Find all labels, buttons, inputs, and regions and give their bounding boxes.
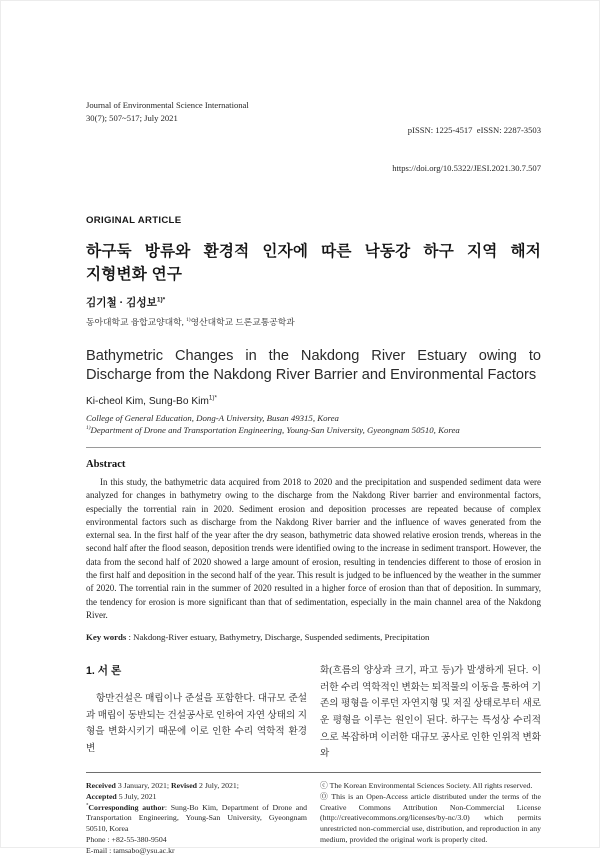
english-authors-sup: 1)* — [208, 394, 217, 402]
korean-authors — [86, 295, 541, 310]
english-authors-names: Ki-cheol Kim, Sung-Bo Kim — [86, 395, 209, 407]
korean-title-line2: 지형변화 연구 — [86, 265, 183, 283]
korean-affiliation-main: 동아대학교 융합교양대학, — [86, 316, 187, 327]
english-affiliation-2 — [86, 424, 541, 437]
korean-authors-names: 김기철 · 김성보 — [86, 296, 157, 309]
korean-authors-sup: 1)* — [156, 296, 166, 304]
article-type-label: ORIGINAL ARTICLE — [86, 214, 182, 226]
journal-doi: https://doi.org/10.5322/JESI.2021.30.7.507 — [392, 162, 541, 173]
korean-title — [86, 240, 541, 286]
keywords-label: Key words — [86, 632, 127, 643]
english-affiliation-1: College of General Education, Dong-A University, Busan 49315, Korea — [86, 412, 339, 423]
intro-left-column — [86, 663, 307, 763]
journal-info — [86, 99, 249, 200]
intro-paragraph-left: 항만건설은 매립이나 준설을 포함한다. 대규모 준설과 매립이 동반되는 건설공사로 인하여 자연 상태의 지형을 변화시키기 때문에 이로 인한 수리 역학적 환경 변 — [86, 693, 307, 754]
english-affiliation-2-sup: 1) — [86, 425, 91, 432]
abstract-divider — [86, 447, 541, 448]
copyright-text: The Korean Environmental Sciences Society. All rights reserved. — [327, 780, 533, 790]
footnote-area — [86, 781, 541, 857]
corresponding-sup: * — [86, 802, 89, 808]
journal-issue: 30(7); 507~517; July 2021 — [86, 112, 178, 123]
accepted-label: Accepted — [86, 791, 117, 801]
intro-paragraph-right: 화(흐름의 양상과 크기, 파고 등)가 발생하게 된다. 이러한 수리 역학적인 변화는 퇴적물의 이동을 통하여 기존의 평형을 이루던 자연지형 및 저질 상태로부터 새로운 평형을 이루는 원인이 된다. 하구는 특성상 수리적으로 복잡하며 이러한 대규모 공사로 인한 인위적 변화와 — [320, 665, 541, 760]
revised-label: Revised — [171, 780, 198, 790]
page-content — [86, 99, 541, 857]
dates-line-2 — [86, 792, 307, 803]
journal-issn: pISSN: 1225-4517 eISSN: 2287-3503 — [407, 125, 541, 136]
footnote-divider — [86, 772, 541, 773]
open-access-icon: Ⓞ — [320, 791, 329, 801]
journal-header — [86, 99, 541, 200]
keywords-list: : Nakdong-River estuary, Bathymetry, Discharge, Suspended sediments, Precipitation — [126, 632, 430, 643]
license-text: This is an Open-Access article distributed under the terms of the Creative Commons Attribution Non-Commercial License (http://creativecommons.org/licenses/by-nc/3.0) which permits unrestricted non-commercial use, distribution, and reproduction in any medium, provided the original work is properly cited. — [320, 791, 542, 845]
phone-line: Phone : +82-55-380-9504 — [86, 835, 167, 845]
copyright-icon: ⓒ — [320, 780, 328, 790]
accepted-date: 5 July, 2021 — [116, 791, 157, 801]
abstract-body: In this study, the bathymetric data acquired from 2018 to 2020 and the precipitation and suspended sediment data were analyzed for changes in bathymetry owing to the discharge from the Nakdong River barrier and environmental factors, especially the torrential rain in 2020. Sediment erosion and deposition processes are repeated because of complex environmental factors such as discharge from the Nakdong River barrier and the influence of waves generated from the external sea. In the first half of the year after the dry season, bathymetric data showed relative erosion trends, whereas in the second half after the flood season, deposition trends were identified owing to the increase in sediment transport. However, the data from the second half of 2020 showed a large amount of erosion, resulting in tendencies different to those of erosion in the first half and deposition in the second half of the year. This result is judged to be influenced by the weather in the summer of 2020. The torrential rain in the summer of 2020 resulted in a higher force of erosion than that of deposition. In summary, the tendency for erosion is more significant than that of sedimentation, especially in the main channel area of the Nakdong River. — [86, 476, 541, 620]
corresponding-text: : Sung-Bo Kim, Department of Drone and Transportation Engineering, Young-San University, Gyeongnam 50510, Korea — [86, 802, 307, 834]
dates-line-1 — [86, 781, 307, 792]
footnote-left — [86, 781, 307, 857]
copyright-line — [320, 781, 541, 792]
korean-title-line1: 하구둑 방류와 환경적 인자에 따른 낙동강 하구 지역 해저 — [86, 242, 541, 260]
english-title: Bathymetric Changes in the Nakdong River Estuary owing to Discharge from the Nakdong River Barrier and Environmental Factors — [86, 347, 541, 384]
revised-date: 2 July, 2021; — [197, 780, 239, 790]
corresponding-label: Corresponding author — [88, 802, 165, 812]
english-authors — [86, 396, 541, 407]
korean-affiliation — [86, 315, 541, 328]
section-heading: 1. 서 론 — [86, 665, 122, 678]
footnote-right — [320, 781, 541, 857]
abstract-heading: Abstract — [86, 458, 126, 470]
korean-affiliation-rest: 영산대학교 드론교통공학과 — [190, 316, 295, 327]
introduction-section — [86, 663, 541, 763]
keywords-line — [86, 632, 541, 642]
corresponding-author — [86, 803, 307, 836]
email-line: E-mail : tamsabo@ysu.ac.kr — [86, 846, 175, 856]
journal-ids — [392, 99, 541, 200]
english-affiliation-2-text: Department of Drone and Transportation Engineering, Young-San University, Gyeongnam 50510, Korea — [90, 425, 460, 436]
english-affiliations — [86, 412, 541, 437]
intro-right-column — [320, 663, 541, 763]
received-date: 3 January, 2021; — [115, 780, 172, 790]
journal-name: Journal of Environmental Science International — [86, 100, 249, 110]
received-label: Received — [86, 780, 116, 790]
korean-affiliation-sup: 1) — [186, 316, 191, 323]
license-line — [320, 792, 541, 847]
